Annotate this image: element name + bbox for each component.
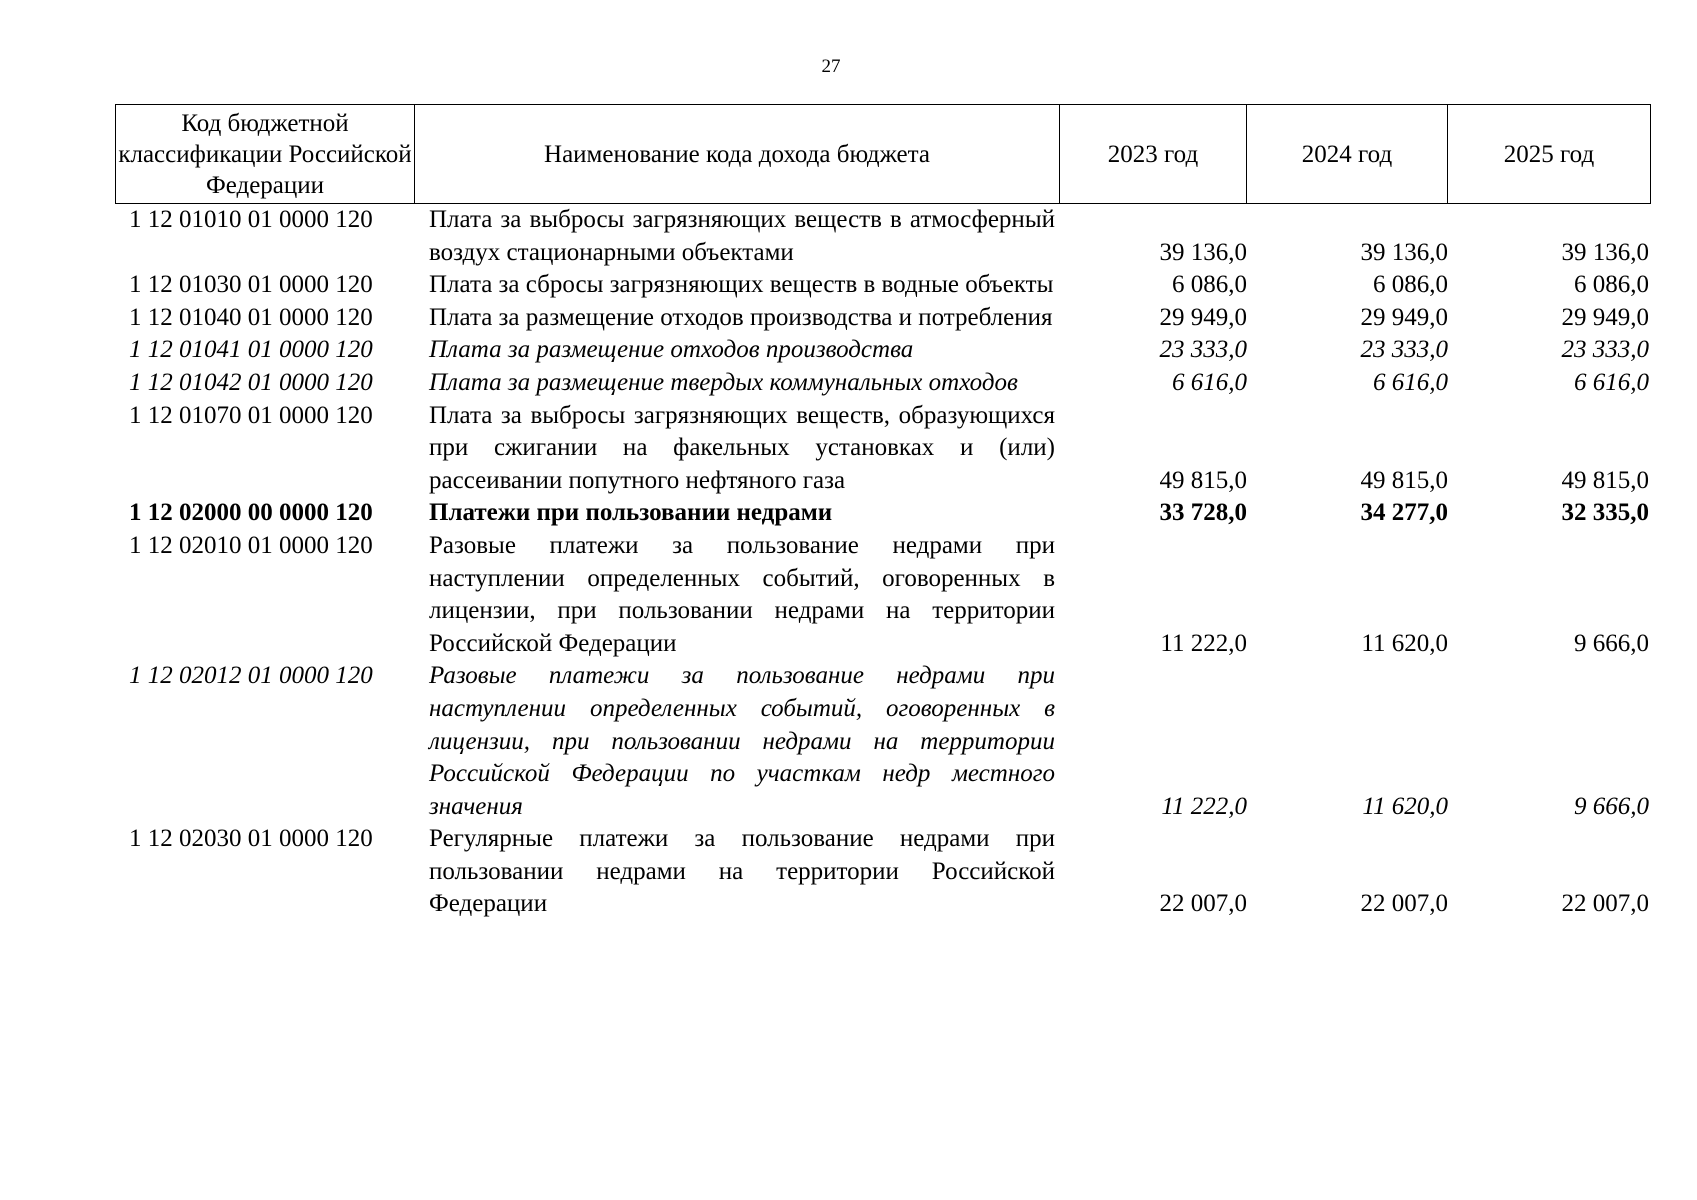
row-value-2023: 23 333,0 <box>1159 336 1247 364</box>
row-name: Разовые платежи за пользование недрами при наступлении определенных событий, оговоренных в лицензии, при пользовании недрами на территории Российской Федерации по участкам недр местного значения <box>429 662 1055 820</box>
row-value-2025: 6 616,0 <box>1574 368 1649 396</box>
row-value-2023: 49 815,0 <box>1159 466 1247 494</box>
table-row <box>115 204 1650 269</box>
row-code: 1 12 01040 01 0000 120 <box>129 303 373 331</box>
row-name: Разовые платежи за пользование недрами при наступлении определенных событий, оговоренных в лицензии, при пользовании недрами на территории Российской Федерации <box>429 531 1055 657</box>
row-value-2025: 22 007,0 <box>1561 890 1649 918</box>
row-value-2024: 23 333,0 <box>1360 336 1448 364</box>
row-value-2025: 9 666,0 <box>1574 629 1649 657</box>
row-value-2025: 39 136,0 <box>1561 238 1649 266</box>
row-name: Плата за размещение отходов производства и потребления <box>429 303 1053 331</box>
header-year-2023: 2023 год <box>1060 105 1247 204</box>
header-name: Наименование кода дохода бюджета <box>415 105 1060 204</box>
row-name: Плата за выбросы загрязняющих веществ, образующихся при сжигании на факельных установках и (или) рассеивании попутного нефтяного газа <box>429 401 1055 494</box>
row-value-2024: 22 007,0 <box>1360 890 1448 918</box>
table-row <box>115 269 1650 302</box>
row-value-2024: 29 949,0 <box>1360 303 1448 331</box>
row-value-2024: 39 136,0 <box>1360 238 1448 266</box>
row-code: 1 12 01070 01 0000 120 <box>129 401 373 429</box>
row-value-2023: 22 007,0 <box>1159 890 1247 918</box>
row-value-2023: 33 728,0 <box>1159 499 1247 527</box>
row-name: Плата за выбросы загрязняющих веществ в атмосферный воздух стационарными объектами <box>429 206 1055 266</box>
table-row <box>115 530 1650 660</box>
table-row <box>115 302 1650 335</box>
row-value-2023: 6 616,0 <box>1172 368 1247 396</box>
page-number: 27 <box>821 56 841 77</box>
table-row <box>115 823 1650 921</box>
header-year-2024: 2024 год <box>1247 105 1448 204</box>
row-value-2023: 39 136,0 <box>1159 238 1247 266</box>
row-name: Платежи при пользовании недрами <box>429 499 833 527</box>
table-body <box>115 204 1650 921</box>
row-value-2024: 11 620,0 <box>1361 629 1448 657</box>
row-value-2023: 11 222,0 <box>1160 629 1247 657</box>
row-value-2024: 11 620,0 <box>1362 792 1448 820</box>
row-code: 1 12 01042 01 0000 120 <box>129 368 373 396</box>
row-value-2023: 6 086,0 <box>1172 271 1247 299</box>
row-value-2025: 6 086,0 <box>1574 271 1649 299</box>
table-header <box>115 104 1651 204</box>
row-code: 1 12 01030 01 0000 120 <box>129 271 373 299</box>
row-code: 1 12 02030 01 0000 120 <box>129 825 373 853</box>
row-name: Регулярные платежи за пользование недрами при пользовании недрами на территории Российской Федерации <box>429 825 1055 918</box>
row-code: 1 12 02012 01 0000 120 <box>129 662 373 690</box>
row-code: 1 12 01010 01 0000 120 <box>129 206 373 233</box>
row-value-2025: 32 335,0 <box>1561 499 1649 527</box>
row-name: Плата за размещение твердых коммунальных отходов <box>429 368 1018 396</box>
row-value-2024: 49 815,0 <box>1360 466 1448 494</box>
row-code: 1 12 02010 01 0000 120 <box>129 531 373 559</box>
table-row <box>115 497 1650 530</box>
row-value-2024: 34 277,0 <box>1360 499 1448 527</box>
row-value-2024: 6 086,0 <box>1373 271 1448 299</box>
table-row <box>115 400 1650 498</box>
row-code: 1 12 01041 01 0000 120 <box>129 336 373 364</box>
header-year-2025: 2025 год <box>1448 105 1651 204</box>
row-value-2025: 49 815,0 <box>1561 466 1649 494</box>
row-code: 1 12 02000 00 0000 120 <box>129 499 373 527</box>
row-value-2025: 29 949,0 <box>1561 303 1649 331</box>
table-row <box>115 334 1650 367</box>
row-value-2024: 6 616,0 <box>1373 368 1448 396</box>
row-name: Плата за размещение отходов производства <box>429 336 914 364</box>
row-value-2025: 9 666,0 <box>1574 792 1649 820</box>
row-value-2023: 11 222,0 <box>1161 792 1247 820</box>
table-row <box>115 660 1650 823</box>
row-value-2023: 29 949,0 <box>1159 303 1247 331</box>
row-name: Плата за сбросы загрязняющих веществ в водные объекты <box>429 271 1054 299</box>
row-value-2025: 23 333,0 <box>1561 336 1649 364</box>
table-row <box>115 367 1650 400</box>
header-code: Код бюджетной классификации Российской Федерации <box>116 105 415 204</box>
